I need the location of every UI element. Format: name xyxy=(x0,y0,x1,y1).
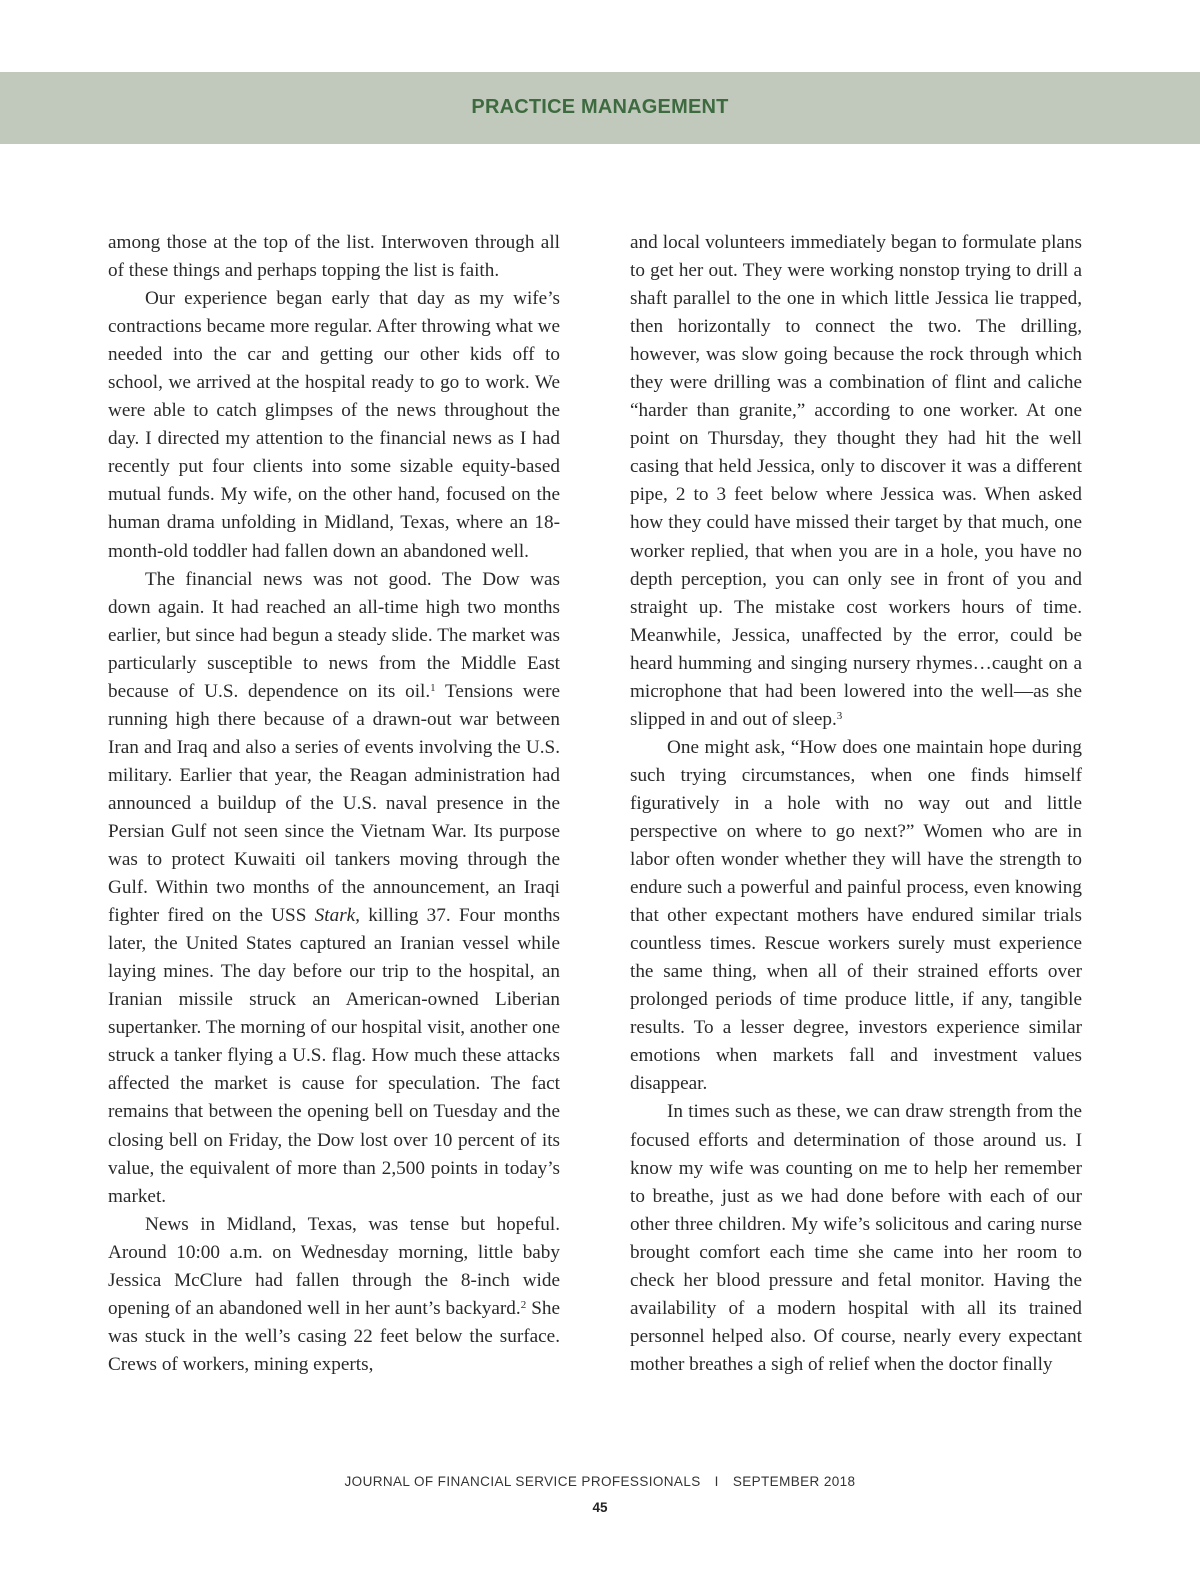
paragraph: Our experience began early that day as my wife’s contractions became more regular. After throwing what we needed into the car and getting our other kids off to school, we arrived at the hospital ready to go to work. We were able to catch glimpses of the news throughout the day. I directed my attention to the financial news as I had recently put four clients into some sizable equity-based mutual funds. My wife, on the other hand, focused on the human drama unfolding in Midland, Texas, where an 18-month-old toddler had fallen down an abandoned well. xyxy=(108,288,560,562)
page-footer xyxy=(0,1474,1200,1489)
text-run: Tensions were running high there because of a drawn-out war between Iran and Iraq and also a series of events involving the U.S. military. Earlier that year, the Reagan administration had announced a buildup of the U.S. naval presence in the Persian Gulf not seen since the Vietnam War. Its purpose was to protect Kuwaiti oil tankers moving through the Gulf. Within two months of the announcement, an Iraqi fighter fired on the USS xyxy=(108,680,560,927)
issue-date: SEPTEMBER 2018 xyxy=(732,1474,856,1489)
paragraph: One might ask, “How does one maintain hope during such trying circumstances, when one finds himself figuratively in a hole with no way out and little perspective on where to go next?” Women who are in labor often wonder whether they will have the strength to endure such a powerful and painful process, even knowing that other expectant mothers have endured similar trials countless times. Rescue workers surely must experience the same thing, when all of their strained efforts over prolonged periods of time produce little, if any, tangible results. To a lesser degree, investors experience similar emotions when markets fall and investment values disappear. xyxy=(630,736,1082,1095)
article-column-right xyxy=(630,229,1082,1379)
paragraph xyxy=(108,566,560,1211)
footer-separator: I xyxy=(714,1474,719,1489)
paragraph: In times such as these, we can draw strength from the focused efforts and determination of those around us. I know my wife was counting on me to help her remember to breathe, just as we had done before with each of our other three children. My wife’s solicitous and caring nurse brought comfort each time she came into her room to check her blood pressure and fetal monitor. Having the availability of a modern hospital with all its trained personnel helped also. Of course, nearly every expectant mother breathes a sigh of relief when the doctor finally xyxy=(630,1101,1082,1375)
text-run: The financial news was not good. The Dow was down again. It had reached an all-time high two months earlier, but since had begun a steady slide. The market was particularly susceptible to news from the Middle East because of U.S. dependence on its oil. xyxy=(108,568,560,702)
journal-name: JOURNAL OF FINANCIAL SERVICE PROFESSIONALS xyxy=(344,1474,701,1489)
section-header-band xyxy=(0,72,1200,144)
article-column-left xyxy=(108,229,560,1379)
ship-name: Stark, xyxy=(314,905,360,927)
paragraph xyxy=(630,229,1082,734)
section-title: PRACTICE MANAGEMENT xyxy=(471,95,729,118)
text-run: killing 37. Four months later, the United States captured an Iranian vessel while laying mines. The day before our trip to the hospital, an Iranian missile struck an American-owned Liberian supertanker. The morning of our hospital visit, another one struck a tanker flying a U.S. flag. How much these attacks affected the market is cause for speculation. The fact remains that between the opening bell on Tuesday and the closing bell on Friday, the Dow lost over 10 percent of its value, the equivalent of more than 2,500 points in today’s market. xyxy=(108,905,560,1207)
footnote-marker: 1 xyxy=(430,681,436,694)
footnote-marker: 3 xyxy=(836,709,843,722)
paragraph xyxy=(108,1211,560,1379)
page-number: 45 xyxy=(592,1500,608,1515)
text-run: She was stuck in the well’s casing 22 feet below the surface. Crews of workers, mining experts, xyxy=(108,1297,560,1375)
text-run: News in Midland, Texas, was tense but hopeful. Around 10:00 a.m. on Wednesday morning, little baby Jessica McClure had fallen through the 8-inch wide opening of an abandoned well in her aunt’s backyard. xyxy=(108,1213,560,1319)
text-run: and local volunteers immediately began to formulate plans to get her out. They were working nonstop trying to drill a shaft parallel to the one in which little Jessica lie trapped, then horizontally to connect the two. The drilling, however, was slow going because the rock through which they were drilling was a combination of flint and caliche “harder than granite,” according to one worker. At one point on Thursday, they thought they had hit the well casing that held Jessica, only to discover it was a different pipe, 2 to 3 feet below where Jessica was. When asked how they could have missed their target by that much, one worker replied, that when you are in a hole, you have no depth perception, you can only see in front of you and straight up. The mistake cost workers hours of time. Meanwhile, Jessica, unaffected by the error, could be heard humming and singing nursery rhymes…caught on a microphone that had been lowered into the well—as she slipped in and out of sleep. xyxy=(630,232,1082,730)
paragraph: among those at the top of the list. Interwoven through all of these things and perhaps topping the list is faith. xyxy=(108,232,560,282)
footnote-marker: 2 xyxy=(520,1298,527,1311)
